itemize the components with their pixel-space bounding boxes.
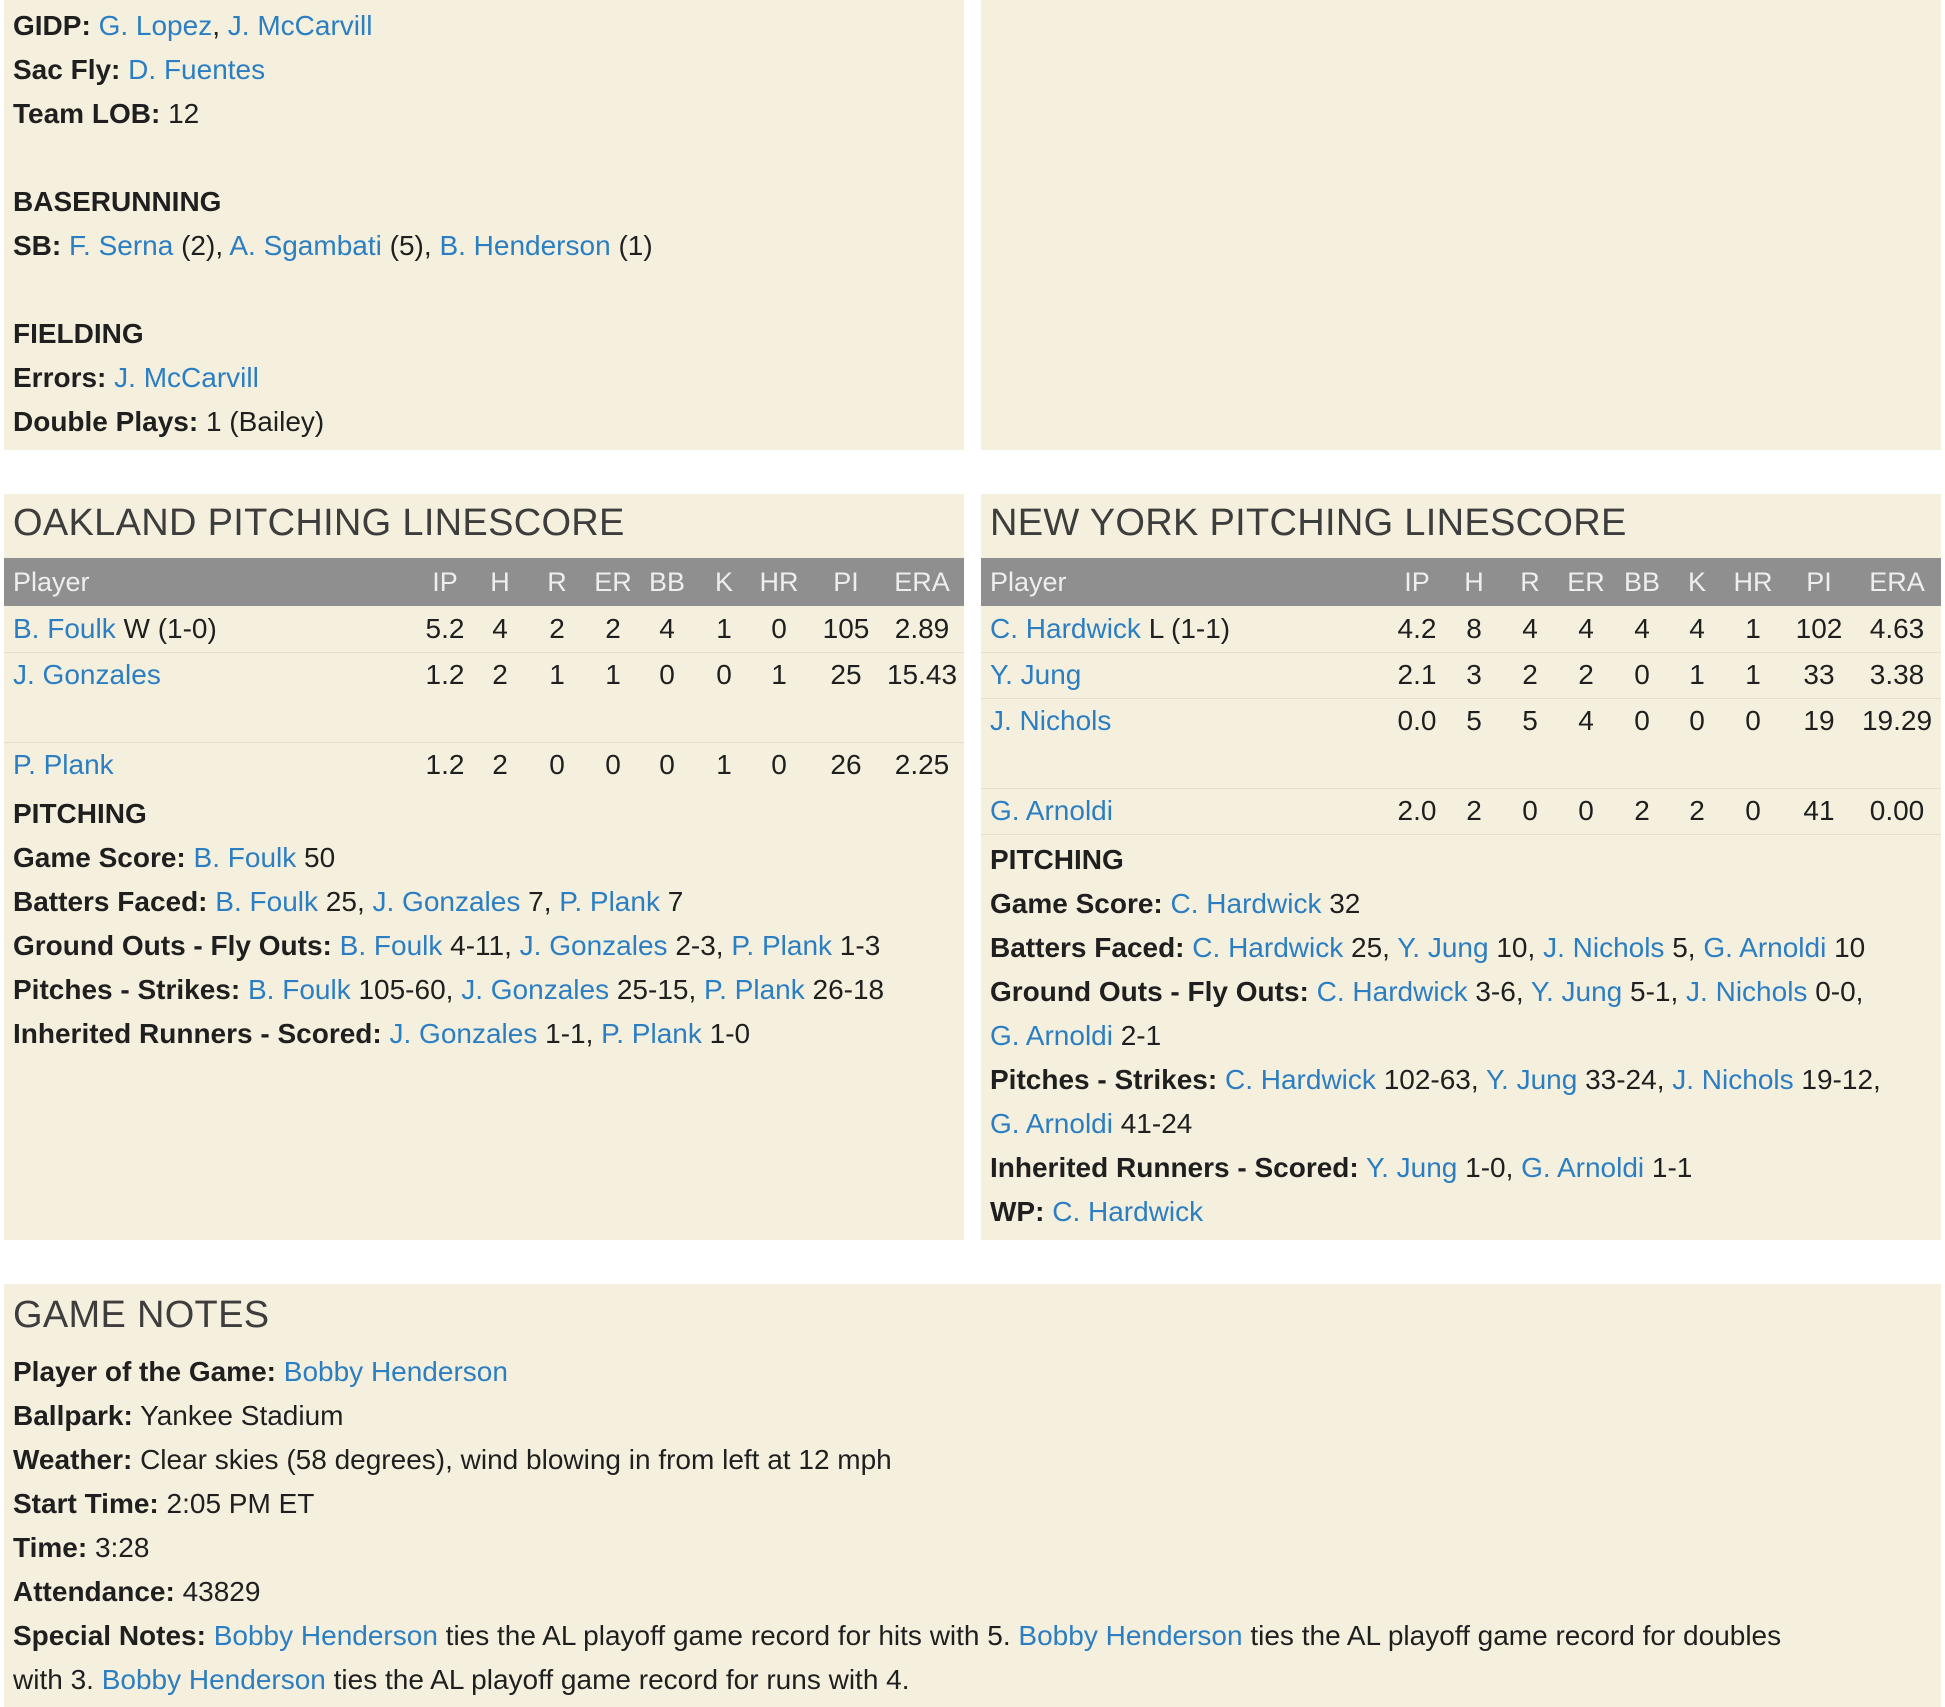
player-cell (13, 606, 217, 652)
table-row (4, 606, 964, 653)
stat-cell: 0 (605, 749, 621, 780)
player-link[interactable]: J. Nichols (1686, 976, 1808, 1007)
stat-cell: 1 (1745, 659, 1761, 690)
stat-cell: 4.2 (1397, 613, 1437, 644)
stat-value: 102-63 (1383, 1064, 1471, 1095)
stat-cell: 0.00 (1869, 795, 1925, 826)
stat-cell: 4.63 (1869, 613, 1925, 644)
stat-value: 0-0 (1815, 976, 1856, 1007)
stat-cell: 2 (1578, 659, 1594, 690)
stat-cell: 1 (549, 659, 565, 690)
player-cell (990, 606, 1230, 652)
player-link[interactable]: Y. Jung (990, 659, 1082, 690)
stat-value: 105-60 (358, 974, 446, 1005)
table-row (4, 742, 964, 788)
player-link[interactable]: Y. Jung (1485, 1064, 1578, 1095)
team-lob-line (13, 96, 199, 132)
stat-cell: 5 (1522, 705, 1538, 736)
game-score-value: 32 (1329, 888, 1361, 919)
stat-cell: 2 (492, 749, 508, 780)
stat-value: 2-3 (675, 930, 716, 961)
player-link[interactable]: Bobby Henderson (101, 1664, 326, 1695)
weather-value: Clear skies (58 degrees), wind blowing in from left at 12 mph (140, 1444, 892, 1475)
stat-cell: 1 (771, 659, 787, 690)
col-header: K (714, 567, 733, 597)
player-link[interactable]: Y. Jung (1397, 932, 1489, 963)
pitches-strikes-line: Pitches - Strikes: C. Hardwick 102-63, Y. Jung 33-24, J. Nichols 19-12, (990, 1064, 1881, 1095)
player-link[interactable]: Y. Jung (1530, 976, 1623, 1007)
stat-cell: 26 (830, 749, 862, 780)
stat-cell: 4 (1634, 613, 1650, 644)
potg-label: Player of the Game: (13, 1356, 276, 1387)
player-link[interactable]: J. Gonzales (461, 974, 610, 1005)
ground-fly-outs-line-cont (990, 1018, 1161, 1054)
game-score-value: 50 (304, 842, 336, 873)
col-header: H (1464, 567, 1484, 597)
player-link[interactable]: J. Nichols (1672, 1064, 1794, 1095)
stat-value: 25-15 (616, 974, 689, 1005)
errors-line (13, 360, 259, 396)
stat-cell: 4 (1578, 705, 1594, 736)
stat-cell: 2.89 (894, 613, 950, 644)
stat-cell: 4 (1689, 613, 1705, 644)
player-link[interactable]: G. Arnoldi (1703, 932, 1827, 963)
player-link[interactable]: P. Plank (601, 1018, 702, 1049)
stat-cell: 41 (1803, 795, 1835, 826)
sac-fly-label: Sac Fly: (13, 54, 121, 85)
stat-cell: 102 (1795, 613, 1843, 644)
game-notes-title: GAME NOTES (13, 1294, 270, 1336)
attendance-line (13, 1574, 260, 1610)
player-link[interactable]: J. Nichols (1543, 932, 1665, 963)
pitches-strikes-label: Pitches - Strikes: (990, 1064, 1218, 1095)
inherited-runners-line: Inherited Runners - Scored: J. Gonzales 1-1, P. Plank 1-0 (13, 1018, 751, 1049)
stat-value: 41-24 (1120, 1108, 1193, 1139)
time-line (13, 1530, 149, 1566)
stat-cell: 2 (605, 613, 621, 644)
player-link[interactable]: B. Foulk (13, 613, 116, 644)
player-link[interactable]: B. Foulk (339, 930, 443, 961)
col-header: HR (759, 567, 799, 597)
pitching-heading: PITCHING (990, 844, 1124, 875)
stat-cell: 4 (1522, 613, 1538, 644)
stat-cell: 19.29 (1861, 705, 1933, 736)
ballpark-label: Ballpark: (13, 1400, 133, 1431)
stat-value: 5 (1672, 932, 1688, 963)
oakland-title: OAKLAND PITCHING LINESCORE (13, 502, 625, 544)
inherited-runners-line: Inherited Runners - Scored: Y. Jung 1-0, G. Arnoldi 1-1 (990, 1152, 1693, 1183)
batters-faced-line: Batters Faced: C. Hardwick 25, Y. Jung 10, J. Nichols 5, G. Arnoldi 10 (990, 932, 1866, 963)
team-lob-label: Team LOB: (13, 98, 161, 129)
newyork-pitching-panel (981, 494, 1941, 1240)
stat-value: 2-1 (1120, 1020, 1162, 1051)
col-header: BB (1623, 567, 1661, 597)
ground-fly-outs-line: Ground Outs - Fly Outs: C. Hardwick 3-6, Y. Jung 5-1, J. Nichols 0-0, (990, 976, 1864, 1007)
player-cell (990, 698, 1111, 744)
col-header: ER (1567, 567, 1605, 597)
stat-cell: 4 (659, 613, 675, 644)
stat-cell: 1.2 (425, 749, 465, 780)
player-link[interactable]: Bobby Henderson (213, 1620, 438, 1651)
table-row (4, 652, 964, 743)
stat-cell: 8 (1466, 613, 1482, 644)
stat-cell: 3 (1466, 659, 1482, 690)
player-link[interactable]: D. Fuentes (128, 54, 266, 85)
player-link[interactable]: J. McCarvill (114, 362, 259, 393)
double-plays-value: 1 (Bailey) (205, 406, 325, 437)
stat-cell: 0 (1745, 795, 1761, 826)
player-link[interactable]: G. Arnoldi (1521, 1152, 1645, 1183)
stat-value: 7 (528, 886, 544, 917)
oakland-pitching-panel (4, 494, 964, 1240)
baserunning-heading: BASERUNNING (13, 186, 222, 217)
player-link[interactable]: G. Lopez (98, 10, 213, 41)
sb-count: (2) (181, 230, 216, 261)
stat-cell: 1 (716, 613, 732, 644)
batters-faced-line: Batters Faced: B. Foulk 25, J. Gonzales 7, P. Plank 7 (13, 886, 684, 917)
decision: W (1-0) (123, 613, 217, 644)
ground-fly-outs-label: Ground Outs - Fly Outs: (990, 976, 1309, 1007)
wild-pitch-label: WP: (990, 1196, 1045, 1227)
stat-cell: 2 (1522, 659, 1538, 690)
special-note-text: ties the AL playoff game record for runs with 4. (333, 1664, 910, 1695)
stolen-bases-line: SB: F. Serna (2), A. Sgambati (5), B. Henderson (1) (13, 230, 653, 261)
player-link[interactable]: C. Hardwick (1170, 888, 1322, 919)
gidp-line: GIDP: G. Lopez, J. McCarvill (13, 10, 373, 41)
player-link[interactable]: J. Nichols (990, 705, 1112, 736)
player-cell (13, 742, 114, 788)
player-link[interactable]: Bobby Henderson (283, 1356, 508, 1387)
stat-cell: 0 (771, 749, 787, 780)
stat-value: 10 (1834, 932, 1866, 963)
double-plays-label: Double Plays: (13, 406, 199, 437)
stat-cell: 2 (1634, 795, 1650, 826)
col-header: HR (1733, 567, 1773, 597)
player-cell (990, 788, 1113, 834)
stat-cell: 1.2 (425, 659, 465, 690)
stat-value: 1-0 (709, 1018, 751, 1049)
stat-value: 26-18 (812, 974, 885, 1005)
player-link[interactable]: Bobby Henderson (1018, 1620, 1243, 1651)
col-header: BB (648, 567, 686, 597)
player-link[interactable]: C. Hardwick (1052, 1196, 1204, 1227)
player-link[interactable]: C. Hardwick (1224, 1064, 1376, 1095)
stat-cell: 33 (1803, 659, 1835, 690)
stat-value: 25 (325, 886, 357, 917)
stat-value: 4-11 (450, 930, 505, 961)
special-notes-label: Special Notes: (13, 1620, 206, 1651)
gidp-label: GIDP: (13, 10, 91, 41)
col-header: K (1687, 567, 1706, 597)
special-note-text: with 3. (13, 1664, 94, 1695)
stat-value: 33-24 (1585, 1064, 1657, 1095)
stat-cell: 0 (549, 749, 565, 780)
sac-fly-line (13, 52, 265, 88)
stat-value: 5-1 (1630, 976, 1671, 1007)
player-cell (990, 652, 1081, 698)
stat-value: 7 (667, 886, 684, 917)
weather-label: Weather: (13, 1444, 133, 1475)
player-link[interactable]: J. Gonzales (372, 886, 521, 917)
attendance-value: 43829 (182, 1576, 261, 1607)
player-link[interactable]: G. Arnoldi (990, 795, 1113, 826)
player-link[interactable]: C. Hardwick (1192, 932, 1344, 963)
double-plays-line (13, 404, 324, 440)
stat-value: 1-1 (1651, 1152, 1693, 1183)
col-header: R (1520, 567, 1540, 597)
player-link[interactable]: J. McCarvill (227, 10, 373, 41)
team-lob-value: 12 (168, 98, 200, 129)
empty-panel (981, 0, 1941, 450)
player-link[interactable]: B. Foulk (193, 842, 297, 873)
sb-count: (5) (389, 230, 424, 261)
player-link[interactable]: C. Hardwick (990, 613, 1141, 644)
time-value: 3:28 (94, 1532, 150, 1563)
ground-fly-outs-label: Ground Outs - Fly Outs: (13, 930, 332, 961)
player-link[interactable]: A. Sgambati (229, 230, 382, 261)
batting-details-panel (4, 0, 964, 450)
stat-cell: 2.25 (894, 749, 950, 780)
stat-cell: 0 (1578, 795, 1594, 826)
pitches-strikes-line-cont (990, 1106, 1192, 1142)
player-link[interactable]: P. Plank (731, 930, 833, 961)
sb-label: SB: (13, 230, 62, 261)
batters-faced-label: Batters Faced: (13, 886, 208, 917)
newyork-title: NEW YORK PITCHING LINESCORE (990, 502, 1627, 544)
col-header: Player (13, 567, 90, 597)
table-row (981, 788, 1941, 835)
player-link[interactable]: B. Foulk (247, 974, 351, 1005)
stat-cell: 1 (716, 749, 732, 780)
ballpark-value: Yankee Stadium (140, 1400, 344, 1431)
col-header: IP (432, 567, 458, 597)
stat-value: 19-12 (1801, 1064, 1874, 1095)
fielding-heading: FIELDING (13, 318, 144, 349)
table-row (981, 606, 1941, 653)
stat-cell: 4 (1578, 613, 1594, 644)
stat-cell: 0 (716, 659, 732, 690)
player-link[interactable]: P. Plank (559, 886, 660, 917)
col-header: H (490, 567, 510, 597)
player-link[interactable]: Y. Jung (1366, 1152, 1458, 1183)
start-time-value: 2:05 PM ET (166, 1488, 315, 1519)
stat-value: 1-3 (839, 930, 881, 961)
pitches-strikes-line: Pitches - Strikes: B. Foulk 105-60, J. Gonzales 25-15, P. Plank 26-18 (13, 974, 885, 1005)
ballpark-line (13, 1398, 344, 1434)
player-link[interactable]: J. Gonzales (519, 930, 668, 961)
oakland-table-header (4, 558, 964, 606)
stat-cell: 0 (1522, 795, 1538, 826)
col-header: PI (1806, 567, 1832, 597)
player-link[interactable]: P. Plank (13, 749, 114, 780)
time-label: Time: (13, 1532, 88, 1563)
table-row (981, 652, 1941, 699)
stat-cell: 0 (659, 659, 675, 690)
batters-faced-label: Batters Faced: (990, 932, 1185, 963)
stat-cell: 2.0 (1397, 795, 1437, 826)
col-header: IP (1404, 567, 1430, 597)
col-header: ERA (894, 567, 950, 597)
wild-pitch-line (990, 1194, 1203, 1230)
player-link[interactable]: B. Foulk (215, 886, 318, 917)
stat-cell: 5 (1466, 705, 1482, 736)
stat-cell: 2 (549, 613, 565, 644)
stat-cell: 0 (1745, 705, 1761, 736)
stat-cell: 25 (830, 659, 862, 690)
stat-value: 3-6 (1475, 976, 1516, 1007)
decision: L (1-1) (1148, 613, 1231, 644)
stat-cell: 0 (1689, 705, 1705, 736)
table-row (981, 698, 1941, 789)
player-link[interactable]: G. Arnoldi (990, 1108, 1113, 1139)
stat-cell: 19 (1803, 705, 1835, 736)
ground-fly-outs-line: Ground Outs - Fly Outs: B. Foulk 4-11, J. Gonzales 2-3, P. Plank 1-3 (13, 930, 881, 961)
stat-cell: 105 (822, 613, 870, 644)
special-note-text: ties the AL playoff game record for doubles (1250, 1620, 1782, 1651)
player-link[interactable]: C. Hardwick (1316, 976, 1468, 1007)
special-notes-line-cont (13, 1662, 910, 1698)
stat-cell: 1 (605, 659, 621, 690)
stat-cell: 1 (1689, 659, 1705, 690)
stat-cell: 0 (1634, 659, 1650, 690)
stat-cell: 4 (492, 613, 508, 644)
player-link[interactable]: B. Henderson (439, 230, 611, 261)
stat-value: 25 (1351, 932, 1383, 963)
stat-cell: 0.0 (1397, 705, 1437, 736)
game-score-line (13, 840, 335, 876)
pitching-heading: PITCHING (13, 798, 147, 829)
stat-cell: 0 (659, 749, 675, 780)
stat-cell: 0 (1634, 705, 1650, 736)
start-time-line (13, 1486, 314, 1522)
stat-cell: 5.2 (425, 613, 465, 644)
player-link[interactable]: J. Gonzales (13, 659, 161, 690)
col-header: ERA (1869, 567, 1925, 597)
special-notes-line (13, 1618, 1781, 1654)
sb-count: (1) (618, 230, 653, 261)
player-link[interactable]: G. Arnoldi (990, 1020, 1113, 1051)
stat-value: 1-1 (545, 1018, 586, 1049)
stat-cell: 2.1 (1397, 659, 1437, 690)
special-note-text: ties the AL playoff game record for hits with 5. (445, 1620, 1011, 1651)
game-score-label: Game Score: (990, 888, 1163, 919)
stat-cell: 2 (1466, 795, 1482, 826)
pitches-strikes-label: Pitches - Strikes: (13, 974, 241, 1005)
errors-label: Errors: (13, 362, 107, 393)
stat-cell: 2 (1689, 795, 1705, 826)
stat-cell: 2 (492, 659, 508, 690)
stat-cell: 15.43 (886, 659, 958, 690)
col-header: PI (833, 567, 859, 597)
player-link[interactable]: F. Serna (69, 230, 174, 261)
player-of-game-line (13, 1354, 508, 1390)
stat-cell: 3.38 (1869, 659, 1925, 690)
player-cell (13, 652, 161, 698)
attendance-label: Attendance: (13, 1576, 175, 1607)
col-header: Player (990, 567, 1067, 597)
inherited-runners-label: Inherited Runners - Scored: (990, 1152, 1359, 1183)
player-link[interactable]: J. Gonzales (389, 1018, 538, 1049)
inherited-runners-label: Inherited Runners - Scored: (13, 1018, 382, 1049)
stat-value: 1-0 (1465, 1152, 1506, 1183)
game-score-label: Game Score: (13, 842, 186, 873)
weather-line (13, 1442, 892, 1478)
player-link[interactable]: P. Plank (704, 974, 805, 1005)
newyork-table-header (981, 558, 1941, 606)
stat-cell: 0 (771, 613, 787, 644)
stat-value: 10 (1496, 932, 1528, 963)
game-score-line (990, 886, 1360, 922)
col-header: ER (594, 567, 632, 597)
stat-cell: 1 (1745, 613, 1761, 644)
start-time-label: Start Time: (13, 1488, 159, 1519)
col-header: R (547, 567, 567, 597)
game-notes-panel (4, 1284, 1941, 1707)
